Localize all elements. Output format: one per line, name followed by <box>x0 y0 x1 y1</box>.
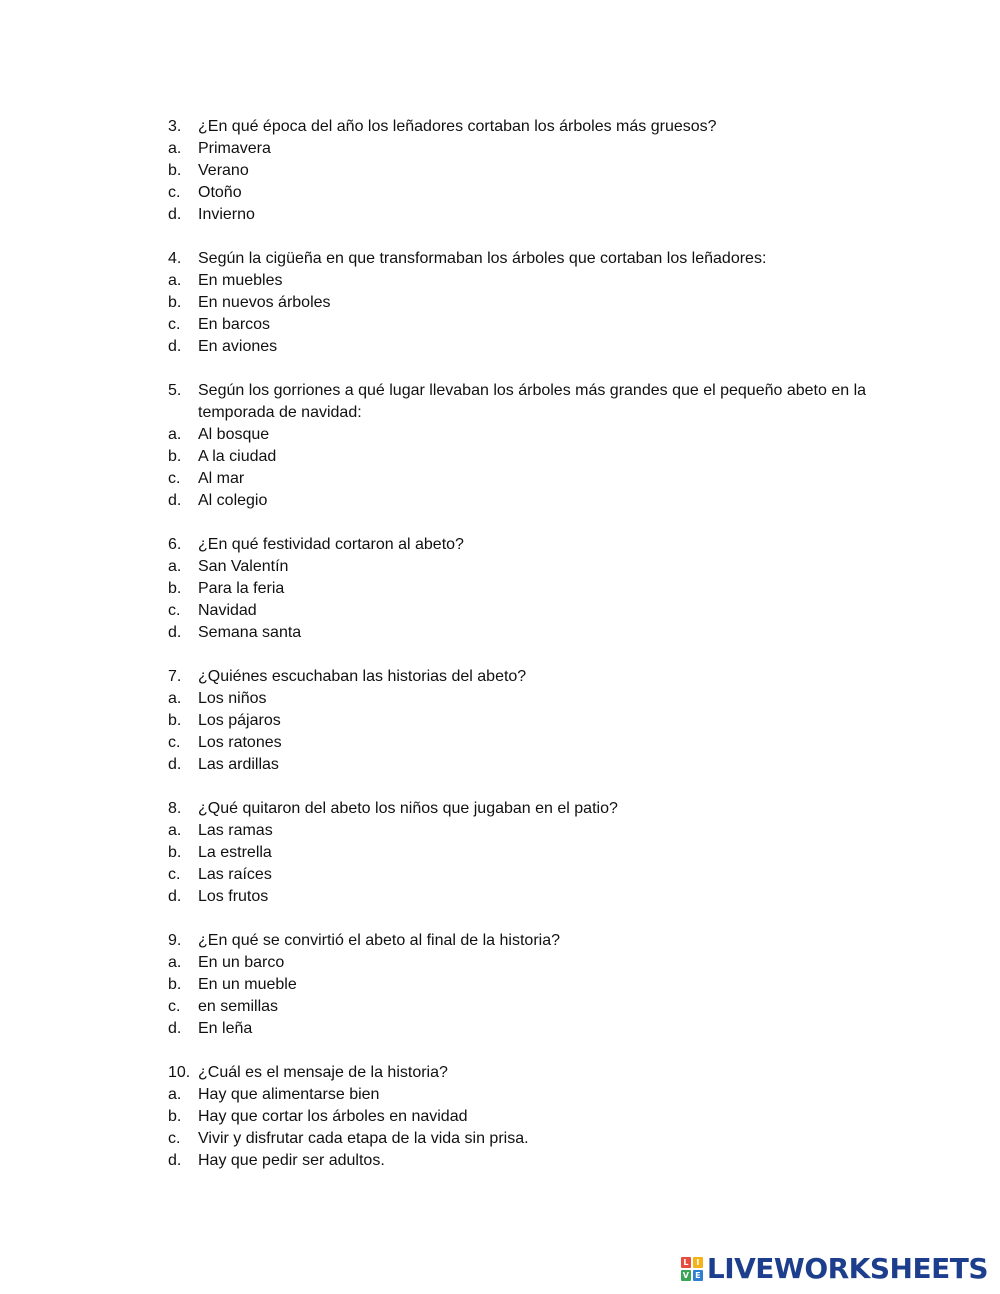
option-text: Los niños <box>198 690 267 707</box>
option-letter: c. <box>168 998 181 1015</box>
answer-option[interactable] <box>168 1128 868 1150</box>
option-text: Las ardillas <box>198 756 279 773</box>
question-row <box>168 798 868 820</box>
option-letter: a. <box>168 140 182 157</box>
question-number: 10. <box>168 1064 191 1081</box>
answer-option[interactable] <box>168 1106 868 1128</box>
answer-option[interactable] <box>168 754 868 776</box>
answer-option[interactable] <box>168 996 868 1018</box>
option-text: Los frutos <box>198 888 269 905</box>
question-row <box>168 666 868 688</box>
question-block <box>168 248 868 358</box>
option-text: Al bosque <box>198 426 270 443</box>
option-text: La estrella <box>198 844 272 861</box>
logo-letter: V <box>682 1271 689 1280</box>
option-letter: d. <box>168 206 182 223</box>
option-text: San Valentín <box>198 558 289 575</box>
option-letter: a. <box>168 822 182 839</box>
option-text: En barcos <box>198 316 271 333</box>
option-text: En muebles <box>198 272 283 289</box>
question-text: ¿En qué festividad cortaron al abeto? <box>198 536 464 553</box>
logo-letter: I <box>693 1257 703 1268</box>
option-text: En aviones <box>198 338 278 355</box>
option-text: Navidad <box>198 602 257 619</box>
answer-option[interactable] <box>168 842 868 864</box>
question-number: 3. <box>168 118 182 135</box>
answer-option[interactable] <box>168 710 868 732</box>
question-number: 6. <box>168 536 182 553</box>
option-text: Al colegio <box>198 492 268 509</box>
answer-option[interactable] <box>168 952 868 974</box>
option-text: En un mueble <box>198 976 297 993</box>
logo-mark-icon <box>681 1257 703 1281</box>
question-text: ¿Cuál es el mensaje de la historia? <box>198 1064 448 1081</box>
answer-option[interactable] <box>168 336 868 358</box>
option-letter: a. <box>168 426 182 443</box>
option-letter: a. <box>168 558 182 575</box>
option-text: Las ramas <box>198 822 273 839</box>
option-letter: c. <box>168 602 181 619</box>
option-letter: a. <box>168 954 182 971</box>
question-row <box>168 1062 868 1084</box>
logo-wordmark: LIVEWORKSHEETS <box>706 1252 988 1285</box>
option-text: Hay que cortar los árboles en navidad <box>198 1108 468 1125</box>
answer-option[interactable] <box>168 578 868 600</box>
option-letter: d. <box>168 338 182 355</box>
question-row <box>168 534 868 556</box>
option-letter: c. <box>168 866 181 883</box>
question-number: 5. <box>168 382 182 399</box>
question-text: Según la cigüeña en que transformaban los árboles que cortaban los leñadores: <box>198 250 767 267</box>
option-text: Invierno <box>198 206 255 223</box>
answer-option[interactable] <box>168 886 868 908</box>
option-letter: c. <box>168 316 181 333</box>
question-block <box>168 930 868 1040</box>
answer-option[interactable] <box>168 182 868 204</box>
option-text: En leña <box>198 1020 253 1037</box>
question-text: ¿En qué se convirtió el abeto al final de la historia? <box>198 932 560 949</box>
question-text: Según los gorriones a qué lugar llevaban los árboles más grandes que el pequeño abeto en la temporada de navidad: <box>198 382 867 421</box>
option-text: Hay que pedir ser adultos. <box>198 1152 385 1169</box>
answer-option[interactable] <box>168 314 868 336</box>
answer-option[interactable] <box>168 622 868 644</box>
answer-option[interactable] <box>168 138 868 160</box>
option-text: En nuevos árboles <box>198 294 331 311</box>
question-block <box>168 1062 868 1172</box>
option-letter: a. <box>168 1086 182 1103</box>
option-letter: b. <box>168 712 182 729</box>
option-letter: d. <box>168 1152 182 1169</box>
option-letter: a. <box>168 272 182 289</box>
option-text: Los ratones <box>198 734 282 751</box>
answer-option[interactable] <box>168 1084 868 1106</box>
option-letter: d. <box>168 1020 182 1037</box>
question-text: ¿Quiénes escuchaban las historias del abeto? <box>198 668 527 685</box>
liveworksheets-logo <box>681 1254 988 1284</box>
option-letter: b. <box>168 844 182 861</box>
question-text: ¿En qué época del año los leñadores cortaban los árboles más gruesos? <box>198 118 717 135</box>
option-text: Otoño <box>198 184 242 201</box>
answer-option[interactable] <box>168 292 868 314</box>
answer-option[interactable] <box>168 732 868 754</box>
answer-option[interactable] <box>168 974 868 996</box>
question-number: 7. <box>168 668 182 685</box>
option-letter: d. <box>168 756 182 773</box>
question-row <box>168 380 868 424</box>
answer-option[interactable] <box>168 688 868 710</box>
option-letter: d. <box>168 888 182 905</box>
option-letter: b. <box>168 294 182 311</box>
answer-option[interactable] <box>168 160 868 182</box>
question-row <box>168 116 868 138</box>
option-letter: c. <box>168 470 181 487</box>
question-block <box>168 798 868 908</box>
question-block <box>168 534 868 644</box>
option-letter: b. <box>168 1108 182 1125</box>
answer-option[interactable] <box>168 490 868 512</box>
answer-option[interactable] <box>168 446 868 468</box>
option-text: Primavera <box>198 140 271 157</box>
option-letter: b. <box>168 448 182 465</box>
question-row <box>168 248 868 270</box>
question-block <box>168 666 868 776</box>
question-row <box>168 930 868 952</box>
answer-option[interactable] <box>168 270 868 292</box>
option-letter: d. <box>168 492 182 509</box>
option-letter: c. <box>168 734 181 751</box>
option-text: En un barco <box>198 954 285 971</box>
option-text: Vivir y disfrutar cada etapa de la vida sin prisa. <box>198 1130 529 1147</box>
option-text: Verano <box>198 162 249 179</box>
option-letter: b. <box>168 580 182 597</box>
option-letter: a. <box>168 690 182 707</box>
answer-option[interactable] <box>168 468 868 490</box>
answer-option[interactable] <box>168 600 868 622</box>
option-text: Para la feria <box>198 580 285 597</box>
option-text: Semana santa <box>198 624 302 641</box>
question-block <box>168 380 868 512</box>
option-letter: d. <box>168 624 182 641</box>
answer-option[interactable] <box>168 820 868 842</box>
logo-letter: L <box>681 1257 691 1268</box>
answer-option[interactable] <box>168 204 868 226</box>
option-letter: c. <box>168 1130 181 1147</box>
question-number: 4. <box>168 250 182 267</box>
logo-letter: E <box>693 1270 703 1281</box>
answer-option[interactable] <box>168 556 868 578</box>
option-text: en semillas <box>198 998 279 1015</box>
option-text: Al mar <box>198 470 245 487</box>
answer-option[interactable] <box>168 424 868 446</box>
answer-option[interactable] <box>168 864 868 886</box>
answer-option[interactable] <box>168 1150 868 1172</box>
answer-option[interactable] <box>168 1018 868 1040</box>
question-number: 8. <box>168 800 182 817</box>
option-letter: b. <box>168 976 182 993</box>
option-letter: c. <box>168 184 181 201</box>
option-text: A la ciudad <box>198 448 277 465</box>
option-text: Hay que alimentarse bien <box>198 1086 380 1103</box>
option-text: Las raíces <box>198 866 272 883</box>
quiz-questions <box>168 116 868 1194</box>
option-text: Los pájaros <box>198 712 281 729</box>
option-letter: b. <box>168 162 182 179</box>
question-number: 9. <box>168 932 182 949</box>
question-text: ¿Qué quitaron del abeto los niños que jugaban en el patio? <box>198 800 618 817</box>
question-block <box>168 116 868 226</box>
